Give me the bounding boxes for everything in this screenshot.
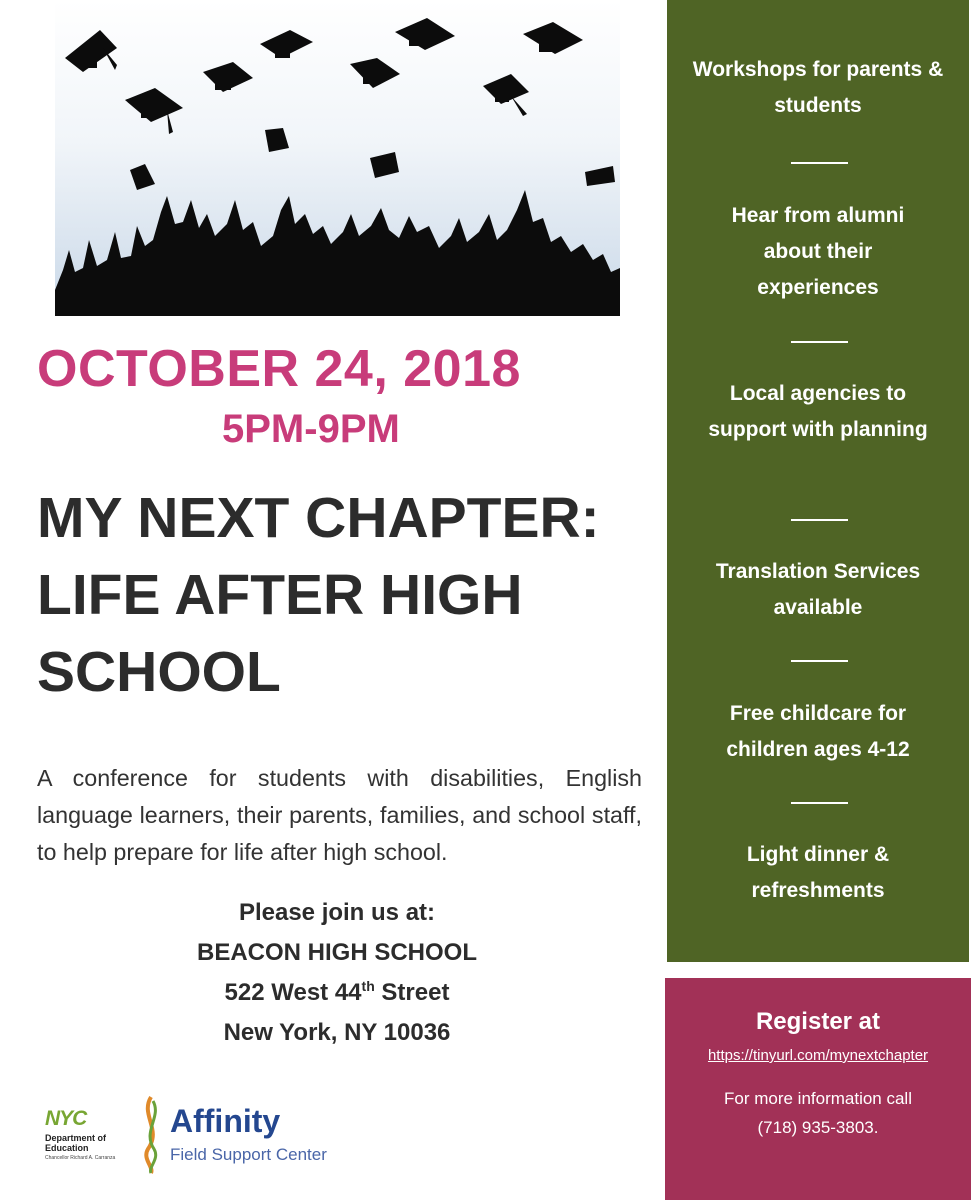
- venue-city: New York, NY 10036: [223, 1019, 451, 1046]
- feature-divider: [791, 162, 848, 164]
- chancellor-name: Chancellor Richard A. Carranza: [45, 1155, 116, 1161]
- feature-item: Hear from alumni about their experiences: [731, 204, 905, 299]
- cap-icon: [65, 30, 117, 72]
- feature-item: Local agencies to support with planning: [708, 382, 928, 441]
- cap-icon: [523, 22, 583, 54]
- feature-item: Translation Services available: [715, 560, 921, 619]
- cap-icon: [350, 58, 400, 88]
- venue-street-name: Street: [374, 979, 450, 1006]
- cap-icon: [130, 164, 155, 190]
- doe-name: Department of Education: [45, 1133, 107, 1153]
- cap-icon: [125, 88, 183, 134]
- event-date: OCTOBER 24, 2018: [37, 340, 521, 398]
- feature-item: Workshops for parents & students: [692, 58, 944, 117]
- event-description: A conference for students with disabilities, English language learners, their parents, families, and school staff, to help prepare for life after high school.: [37, 765, 642, 865]
- graduation-hero-image: [55, 0, 620, 316]
- features-sidebar: [667, 0, 969, 962]
- sponsor-logos: [40, 1095, 340, 1175]
- feature-divider: [791, 341, 848, 343]
- feature-item: Free childcare for children ages 4-12: [726, 702, 910, 761]
- cap-icon: [370, 152, 399, 178]
- affinity-ribbon-icon: [138, 1095, 164, 1175]
- feature-item: Light dinner & refreshments: [746, 843, 890, 902]
- cap-icon: [483, 74, 529, 116]
- cap-icon: [260, 30, 313, 58]
- cap-icon: [585, 166, 615, 186]
- event-title: MY NEXT CHAPTER: LIFE AFTER HIGH SCHOOL: [37, 486, 600, 704]
- info-phone: (718) 935-3803.: [757, 1118, 879, 1137]
- feature-divider: [791, 802, 848, 804]
- field-support-center-text: Field Support Center: [170, 1145, 327, 1164]
- venue-name: BEACON HIGH SCHOOL: [196, 939, 477, 966]
- crowd-silhouette: [55, 190, 620, 316]
- venue-street: [37, 975, 637, 1015]
- venue-invite: Please join us at:: [238, 899, 436, 926]
- register-info: [665, 1084, 971, 1142]
- info-line: For more information call: [723, 1089, 912, 1108]
- register-title: Register at: [755, 1008, 881, 1035]
- register-link[interactable]: https://tinyurl.com/mynextchapter: [707, 1047, 929, 1064]
- feature-divider: [791, 519, 848, 521]
- cap-icon: [395, 18, 455, 50]
- venue-street-number: 522 West 44: [224, 979, 362, 1006]
- nyc-logo: NYC: [45, 1107, 87, 1130]
- graduation-crowd-illustration: [55, 0, 620, 316]
- register-box: [665, 978, 971, 1200]
- feature-divider: [791, 660, 848, 662]
- cap-icon: [265, 128, 289, 152]
- venue-block: [37, 895, 637, 1055]
- affinity-logo-text: Affinity: [170, 1103, 281, 1139]
- cap-icon: [203, 62, 253, 92]
- event-time: 5PM-9PM: [222, 407, 400, 451]
- venue-street-suffix: th: [361, 978, 375, 994]
